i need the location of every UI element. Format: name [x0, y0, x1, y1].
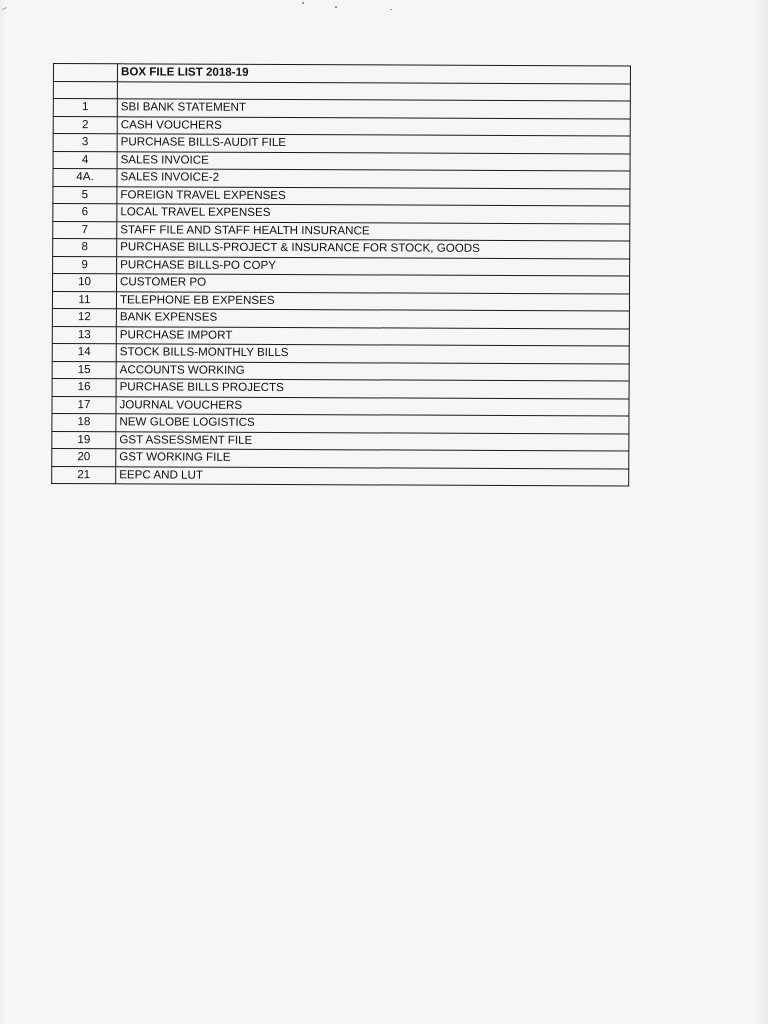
table-row [53, 151, 630, 171]
row-number: 18 [52, 413, 116, 431]
file-name: PURCHASE BILLS-AUDIT FILE [117, 134, 630, 154]
row-number: 4A. [53, 169, 117, 187]
row-number: 10 [53, 274, 117, 292]
file-name: JOURNAL VOUCHERS [116, 396, 629, 416]
table-row [52, 413, 629, 433]
row-number: 9 [53, 256, 117, 274]
table-row [52, 396, 629, 416]
file-name: CASH VOUCHERS [117, 116, 630, 136]
row-number: 17 [52, 396, 116, 414]
table-row [53, 204, 630, 224]
file-name: STAFF FILE AND STAFF HEALTH INSURANCE [117, 221, 630, 241]
table-row [52, 326, 629, 346]
document-title: BOX FILE LIST 2018-19 [117, 64, 630, 84]
file-name: TELEPHONE EB EXPENSES [116, 291, 629, 311]
table-row [53, 256, 630, 276]
table-row [52, 308, 629, 328]
row-number: 8 [53, 239, 117, 257]
file-name: LOCAL TRAVEL EXPENSES [117, 204, 630, 224]
table-row [53, 221, 630, 241]
blank-number-cell [53, 81, 117, 99]
row-number: 21 [52, 466, 116, 484]
table-row [53, 134, 630, 154]
table-row [52, 361, 629, 381]
table-row [53, 274, 630, 294]
file-name: SALES INVOICE-2 [117, 169, 630, 189]
table-row [53, 116, 630, 136]
row-number: 6 [53, 204, 117, 222]
row-number: 3 [53, 134, 117, 152]
table-row [53, 239, 630, 259]
row-number: 14 [52, 343, 116, 361]
file-name: STOCK BILLS-MONTHLY BILLS [116, 344, 629, 364]
scan-speck [390, 9, 392, 10]
box-file-list-document [51, 63, 631, 487]
file-name: ACCOUNTS WORKING [116, 361, 629, 381]
table-row [53, 169, 630, 189]
file-name: BANK EXPENSES [116, 309, 629, 329]
file-name: EEPC AND LUT [116, 466, 629, 486]
table-row [53, 99, 630, 119]
box-file-table [51, 63, 631, 487]
table-row [52, 448, 629, 468]
row-number: 5 [53, 186, 117, 204]
table-row [52, 431, 629, 451]
table-row [52, 291, 629, 311]
file-name: SBI BANK STATEMENT [117, 99, 630, 119]
file-name: PURCHASE IMPORT [116, 326, 629, 346]
row-number: 7 [53, 221, 117, 239]
scan-speck [335, 6, 337, 8]
row-number: 1 [53, 99, 117, 117]
file-name: PURCHASE BILLS PROJECTS [116, 379, 629, 399]
title-number-cell [53, 64, 117, 82]
row-number: 11 [52, 291, 116, 309]
file-name: NEW GLOBE LOGISTICS [116, 414, 629, 434]
row-number: 4 [53, 151, 117, 169]
table-row [52, 378, 629, 398]
row-number: 19 [52, 431, 116, 449]
file-name: CUSTOMER PO [117, 274, 630, 294]
file-name: SALES INVOICE [117, 151, 630, 171]
row-number: 15 [52, 361, 116, 379]
row-number: 12 [52, 308, 116, 326]
file-name: GST WORKING FILE [116, 449, 629, 469]
blank-name-cell [117, 81, 630, 101]
file-name: PURCHASE BILLS-PO COPY [117, 256, 630, 276]
file-name: PURCHASE BILLS-PROJECT & INSURANCE FOR STOCK, GOODS [117, 239, 630, 259]
title-row [53, 64, 630, 84]
table-row [53, 186, 630, 206]
row-number: 2 [53, 116, 117, 134]
row-number: 16 [52, 378, 116, 396]
file-name: GST ASSESSMENT FILE [116, 431, 629, 451]
file-name: FOREIGN TRAVEL EXPENSES [117, 186, 630, 206]
row-number: 13 [52, 326, 116, 344]
table-row [52, 343, 629, 363]
scan-speck [302, 2, 304, 4]
row-number: 20 [52, 448, 116, 466]
table-row [52, 466, 629, 486]
